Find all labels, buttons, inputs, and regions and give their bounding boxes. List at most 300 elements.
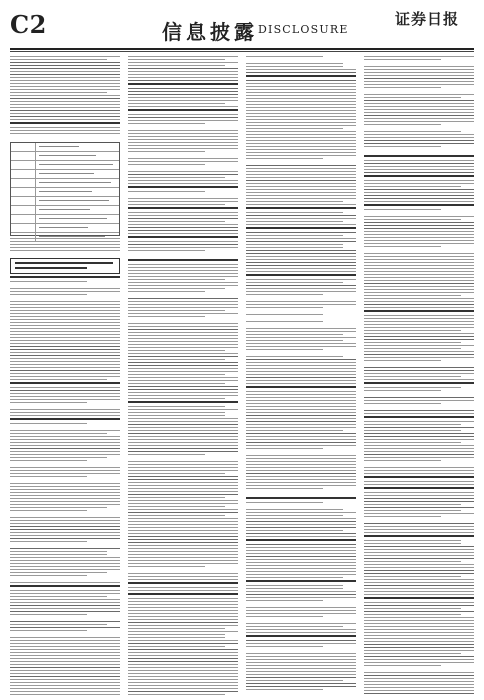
table-row <box>11 170 119 179</box>
text-line <box>128 298 238 299</box>
text-line <box>364 146 441 147</box>
text-line <box>246 95 356 96</box>
text-line <box>364 526 474 527</box>
text-line <box>364 75 474 76</box>
text-line <box>246 101 356 102</box>
text-line <box>10 370 120 371</box>
text-line <box>364 103 474 104</box>
table-row <box>11 224 119 233</box>
text-line <box>364 552 474 553</box>
text-line <box>10 520 120 521</box>
text-line <box>128 619 238 620</box>
text-line <box>364 588 474 589</box>
text-line <box>128 448 238 449</box>
paragraph-heading <box>128 593 238 595</box>
text-line <box>128 191 205 192</box>
text-line <box>10 130 120 131</box>
text-line <box>128 103 225 104</box>
text-line <box>246 89 356 90</box>
text-line <box>128 276 238 277</box>
text-line <box>10 611 120 612</box>
text-line <box>10 301 120 302</box>
table-row <box>11 233 119 242</box>
text-line <box>128 506 225 507</box>
paragraph-heading <box>128 186 238 188</box>
text-line <box>128 494 238 495</box>
text-line <box>128 359 225 360</box>
text-line <box>246 69 356 70</box>
text-line <box>364 594 474 595</box>
text-line <box>128 616 238 617</box>
text-line <box>10 643 120 644</box>
text-line <box>10 304 120 305</box>
text-line <box>10 83 120 84</box>
text-line <box>364 237 474 238</box>
paragraph-heading <box>128 109 238 111</box>
text-line <box>364 307 474 308</box>
text-line <box>10 92 107 93</box>
text-line <box>364 397 474 398</box>
text-column-2 <box>128 56 238 696</box>
text-line <box>246 482 356 483</box>
text-line <box>364 457 474 458</box>
paragraph-heading <box>10 585 120 587</box>
text-line <box>364 289 474 290</box>
page-number: C2 <box>10 10 47 39</box>
table-cell-text <box>39 236 105 237</box>
text-line <box>246 461 356 462</box>
text-line <box>246 400 356 401</box>
text-line <box>128 451 238 452</box>
text-line <box>364 379 474 380</box>
text-line <box>246 168 356 169</box>
text-line <box>128 91 238 92</box>
table-cell <box>11 197 36 205</box>
text-line <box>10 95 120 96</box>
text-line <box>364 246 441 247</box>
text-line <box>10 393 120 394</box>
text-line <box>364 608 461 609</box>
text-line <box>128 323 238 324</box>
text-line <box>246 565 356 566</box>
text-line <box>128 682 238 683</box>
text-line <box>246 371 356 372</box>
text-line <box>128 120 238 121</box>
text-line <box>128 158 238 159</box>
text-line <box>246 455 356 456</box>
text-line <box>128 264 238 265</box>
text-line <box>364 387 461 388</box>
text-line <box>364 100 474 101</box>
text-line <box>246 279 356 280</box>
text-line <box>128 601 238 602</box>
text-line <box>128 527 238 528</box>
text-line <box>246 171 356 172</box>
text-line <box>128 386 238 387</box>
text-line <box>128 380 238 381</box>
text-line <box>10 346 120 347</box>
text-line <box>128 482 238 483</box>
text-line <box>246 221 343 222</box>
text-line <box>10 640 120 641</box>
text-line <box>364 693 474 694</box>
text-line <box>246 307 323 308</box>
text-column-3 <box>246 56 356 696</box>
text-line <box>364 564 474 565</box>
text-line <box>364 605 474 606</box>
table-cell <box>11 233 36 241</box>
text-line <box>128 347 238 348</box>
text-line <box>128 230 238 231</box>
text-line <box>128 464 238 465</box>
text-line <box>246 180 356 181</box>
text-line <box>10 310 120 311</box>
text-line <box>128 590 238 591</box>
text-line <box>128 301 238 302</box>
text-line <box>128 598 238 599</box>
text-line <box>246 259 356 260</box>
paragraph-heading <box>364 382 474 384</box>
text-line <box>10 281 87 282</box>
text-line <box>128 77 238 78</box>
text-line <box>246 63 343 64</box>
text-line <box>364 501 474 502</box>
text-line <box>246 271 356 272</box>
text-line <box>10 430 120 431</box>
text-line <box>246 412 356 413</box>
table-cell <box>11 170 36 178</box>
text-line <box>10 470 120 471</box>
table-row <box>11 197 119 206</box>
text-line <box>364 286 474 287</box>
text-line <box>364 265 474 266</box>
text-line <box>10 637 120 638</box>
text-line <box>128 604 238 605</box>
paragraph-heading <box>128 236 238 238</box>
text-line <box>128 643 238 644</box>
text-line <box>10 535 120 536</box>
paragraph-heading <box>128 83 238 85</box>
text-line <box>246 588 343 589</box>
table-cell-text <box>39 146 79 147</box>
text-line <box>128 573 238 574</box>
text-line <box>246 186 356 187</box>
text-line <box>10 486 120 487</box>
text-line <box>364 121 474 122</box>
text-line <box>364 641 474 642</box>
text-line <box>364 543 461 544</box>
text-line <box>246 502 323 503</box>
text-line <box>364 684 474 685</box>
text-line <box>10 688 120 689</box>
text-line <box>364 448 474 449</box>
text-line <box>10 80 120 81</box>
text-line <box>10 630 87 631</box>
text-line <box>10 489 120 490</box>
table-cell <box>11 179 36 187</box>
text-line <box>246 559 356 560</box>
text-line <box>10 127 120 128</box>
text-line <box>10 655 120 656</box>
text-line <box>10 113 120 114</box>
text-line <box>128 622 238 623</box>
text-line <box>128 291 205 292</box>
text-line <box>10 62 120 63</box>
text-line <box>128 649 238 650</box>
text-line <box>10 116 120 117</box>
text-line <box>246 374 356 375</box>
text-line <box>128 383 225 384</box>
text-line <box>10 373 120 374</box>
text-line <box>364 532 474 533</box>
text-line <box>128 148 238 149</box>
text-line <box>364 163 474 164</box>
text-line <box>246 66 343 67</box>
text-line <box>128 461 238 462</box>
text-line <box>128 241 238 242</box>
text-line <box>364 72 474 73</box>
text-line <box>128 433 238 434</box>
text-line <box>10 412 120 413</box>
text-line <box>364 647 474 648</box>
text-line <box>364 87 441 88</box>
text-line <box>10 291 120 292</box>
text-line <box>364 262 474 263</box>
text-line <box>128 637 225 638</box>
text-line <box>364 403 441 404</box>
text-line <box>128 640 238 641</box>
text-line <box>128 313 238 314</box>
text-line <box>10 409 120 410</box>
text-line <box>128 691 238 692</box>
text-line <box>246 686 356 687</box>
text-line <box>246 433 356 434</box>
text-line <box>246 189 356 190</box>
text-line <box>364 555 474 556</box>
text-line <box>128 454 205 455</box>
text-line <box>364 172 474 173</box>
text-line <box>364 635 474 636</box>
text-line <box>128 389 238 390</box>
text-line <box>10 436 120 437</box>
text-line <box>128 224 238 225</box>
text-line <box>128 161 238 162</box>
text-line <box>128 470 238 471</box>
text-line <box>128 661 238 662</box>
text-line <box>10 325 120 326</box>
text-line <box>364 280 474 281</box>
text-line <box>128 100 238 101</box>
paragraph-heading <box>10 276 120 278</box>
text-line <box>246 383 356 384</box>
text-line <box>246 448 323 449</box>
text-line <box>246 640 356 641</box>
text-line <box>246 346 356 347</box>
text-line <box>10 244 120 245</box>
text-line <box>246 244 343 245</box>
text-line <box>246 643 356 644</box>
paragraph-heading <box>364 175 474 177</box>
text-line <box>128 430 238 431</box>
text-line <box>128 439 238 440</box>
text-line <box>246 442 356 443</box>
text-line <box>10 433 107 434</box>
text-line <box>364 143 474 144</box>
text-line <box>10 483 120 484</box>
text-line <box>246 107 356 108</box>
text-line <box>246 597 356 598</box>
text-line <box>128 218 238 219</box>
text-line <box>364 234 474 235</box>
text-line <box>128 563 238 564</box>
text-line <box>364 357 474 358</box>
text-line <box>246 577 343 578</box>
paragraph-heading <box>246 635 356 637</box>
text-line <box>128 344 238 345</box>
text-line <box>128 406 225 407</box>
text-line <box>246 331 356 332</box>
text-line <box>364 277 474 278</box>
text-line <box>364 274 474 275</box>
text-line <box>364 662 474 663</box>
text-line <box>246 518 356 519</box>
text-line <box>128 670 238 671</box>
text-line <box>364 442 461 443</box>
text-line <box>10 510 87 511</box>
text-line <box>364 298 474 299</box>
text-line <box>246 527 356 528</box>
text-line <box>128 533 238 534</box>
text-line <box>10 691 120 692</box>
text-line <box>364 231 474 232</box>
text-line <box>364 433 474 434</box>
text-line <box>10 288 120 289</box>
text-line <box>364 570 474 571</box>
text-line <box>128 521 238 522</box>
text-line <box>364 256 474 257</box>
text-line <box>10 68 120 69</box>
text-line <box>364 324 474 325</box>
text-line <box>10 627 120 628</box>
text-line <box>364 567 474 568</box>
text-line <box>364 558 474 559</box>
text-line <box>364 400 474 401</box>
text-line <box>364 523 474 524</box>
text-line <box>364 97 461 98</box>
text-line <box>364 166 474 167</box>
paragraph-heading <box>246 539 356 541</box>
text-line <box>10 624 107 625</box>
text-line <box>128 418 238 419</box>
text-line <box>128 536 238 537</box>
text-line <box>128 114 238 115</box>
text-line <box>246 349 323 350</box>
text-line <box>246 680 343 681</box>
table-row <box>11 161 119 170</box>
text-line <box>246 328 356 329</box>
text-line <box>246 445 356 446</box>
text-line <box>246 536 356 537</box>
paragraph-heading <box>10 382 120 384</box>
text-line <box>128 634 225 635</box>
text-line <box>364 240 474 241</box>
text-line <box>128 566 205 567</box>
text-line <box>128 368 238 369</box>
text-line <box>246 458 356 459</box>
text-line <box>10 98 120 99</box>
text-line <box>10 110 120 111</box>
text-line <box>128 467 238 468</box>
text-line <box>246 473 356 474</box>
text-line <box>10 104 120 105</box>
text-line <box>10 658 120 659</box>
text-line <box>128 497 225 498</box>
text-line <box>10 551 107 552</box>
table-cell-text <box>39 200 109 201</box>
text-line <box>246 377 356 378</box>
text-line <box>10 507 107 508</box>
text-line <box>246 568 356 569</box>
text-line <box>246 256 356 257</box>
text-line <box>10 133 120 134</box>
text-line <box>246 241 356 242</box>
text-line <box>246 337 356 338</box>
text-line <box>10 65 120 66</box>
text-line <box>128 576 238 577</box>
text-line <box>128 610 238 611</box>
text-line <box>128 587 238 588</box>
text-line <box>10 364 120 365</box>
text-line <box>364 481 474 482</box>
text-line <box>128 117 238 118</box>
text-line <box>364 611 474 612</box>
text-line <box>246 362 356 363</box>
text-line <box>128 539 238 540</box>
text-line <box>364 617 474 618</box>
text-line <box>246 629 356 630</box>
text-line <box>364 134 474 135</box>
text-line <box>128 476 238 477</box>
text-line <box>364 678 474 679</box>
text-line <box>246 131 356 132</box>
paragraph-heading <box>10 418 120 420</box>
text-line <box>128 183 238 184</box>
text-line <box>364 623 474 624</box>
text-line <box>364 473 474 474</box>
text-line <box>128 204 225 205</box>
text-line <box>10 442 120 443</box>
text-line <box>10 541 87 542</box>
text-line <box>364 201 474 202</box>
text-line <box>10 402 87 403</box>
page-header <box>10 8 474 48</box>
text-line <box>128 198 238 199</box>
text-line <box>364 687 474 688</box>
text-line <box>364 672 474 673</box>
text-line <box>128 164 205 165</box>
text-line <box>128 71 238 72</box>
text-line <box>246 98 356 99</box>
text-line <box>128 341 238 342</box>
text-line <box>364 492 474 493</box>
text-line <box>364 69 474 70</box>
text-line <box>246 152 356 153</box>
text-line <box>128 123 205 124</box>
text-line <box>364 330 461 331</box>
text-line <box>10 390 120 391</box>
text-line <box>246 521 356 522</box>
text-line <box>128 479 238 480</box>
